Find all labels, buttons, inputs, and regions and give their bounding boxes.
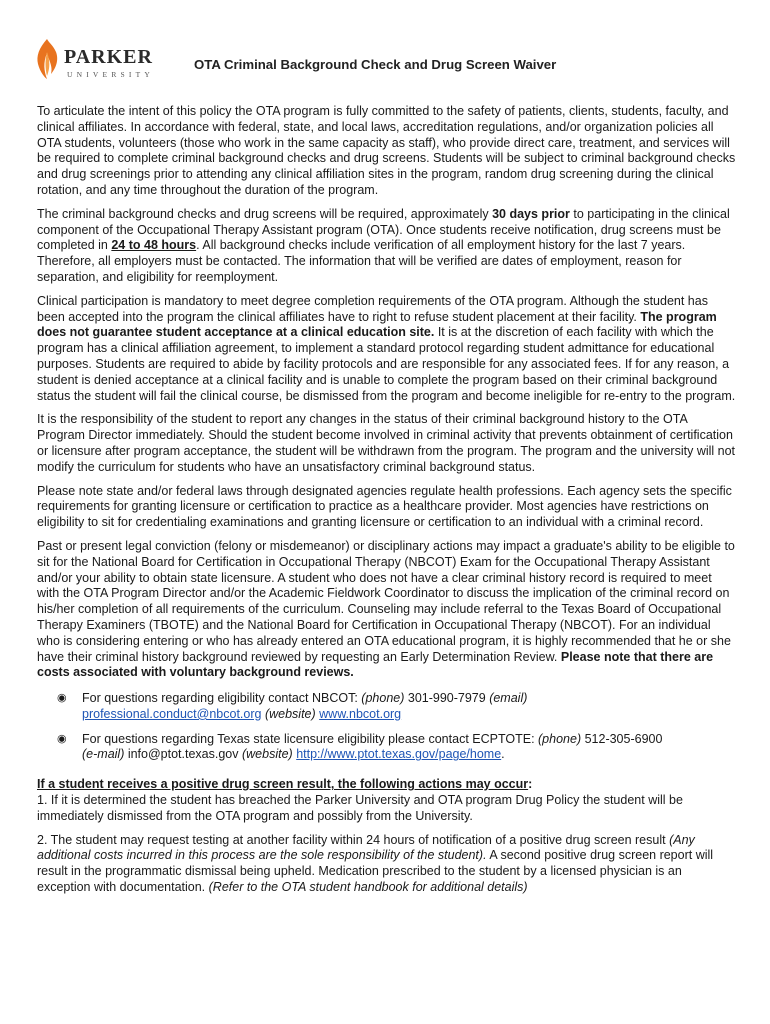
d2-handbook-note: (Refer to the OTA student handbook for additional details): [208, 880, 528, 895]
nbcot-phone-label: (phone): [361, 691, 405, 706]
p6-text-a: Past or present legal conviction (felony or misdemeanor) or disciplinary actions may impact a graduate's ability to be eligible to sit for the National Board for Certification in Occupational Therapy (NBCOT) Exam for the Occupational Therapy Assistant and/or your ability to obtain state licensure. A student who does not have a clear criminal history record is required to meet with the OTA Program Director and/or the Academic Fieldwork Coordinator to discuss the implication of the criminal record on his/her completion of all requirements of the curriculum. Counseling may include referral to the Texas Board of Occupational Therapy Examiners (TBOTE) and the National Board for Certification in Occupational Therapy (NBCOT). For an individual who is considering entering or who has already entered an OTA educational program, it is highly recommended that he or she have their criminal history background reviewed by requesting an Early Determination Review.: [37, 538, 735, 664]
document-body: [37, 104, 737, 904]
contact-list: [37, 691, 737, 763]
drug-heading-colon: :: [528, 777, 533, 792]
parker-university-logo: [34, 34, 162, 84]
document-title: OTA Criminal Background Check and Drug Screen Waiver: [194, 57, 557, 72]
p3-guarantee: The program does not guarantee student acceptance at a clinical education site.: [37, 309, 717, 340]
ecptote-phone-label: (phone): [538, 731, 582, 746]
ecptote-website-link[interactable]: http://www.ptot.texas.gov/page/home: [296, 747, 502, 762]
paragraph-clinical-participation: [37, 294, 737, 405]
p2-30-days: 30 days prior: [492, 206, 570, 221]
nbcot-email-label: (email): [489, 691, 528, 706]
d2-text-c: A second positive drug screen report will result in the programmatic dismissal being upheld. Medication prescribed to the student by a licensed physician is an exception with documentation.: [37, 848, 714, 895]
p2-text-e: . All background checks include verification of all employment history for the last 7 years. Therefore, all employers must be contacted. The information that will be verified are dates of employment, reason for separation, and eligibility for reemployment.: [37, 238, 686, 284]
d2-costs-note: (Any additional costs incurred in this process are the sole responsibility of the student).: [37, 832, 695, 863]
drug-screen-heading: If a student receives a positive drug screen result, the following actions may occur: [37, 777, 529, 792]
drug-action-2: [37, 833, 737, 896]
paragraph-state-laws: Please note state and/or federal laws through designated agencies regulate health professions. Each agency sets the specific requirements for granting licensure or certification to practice as a healthcare provider. Most agencies have restrictions on eligibility to sit for credentialing examinations and granting licensure or certification to an individual with a criminal record.: [37, 483, 732, 530]
drug-screen-section: [37, 777, 737, 793]
nbcot-web-label: (website): [264, 706, 316, 721]
ecptote-email: info@ptot.texas.gov: [124, 747, 242, 762]
bullet-icon: ◉: [57, 732, 67, 745]
paragraph-legal-conviction: [37, 539, 737, 681]
ecptote-web-label: (website): [241, 747, 293, 762]
paragraph-intent: To articulate the intent of this policy the OTA program is fully committed to the safety of patients, clients, students, faculty, and clinical affiliates. In accordance with federal, state, and local laws, accreditation regulations, and/or organization policies all OTA students, volunteers (those who work in the same capacity as staff), who provide direct care, treatment, and services will be required to complete criminal background checks and drug screens. Students will be subject to criminal background checks and drug screenings prior to attending any clinical affiliation sites in the program, random drug screening during the clinical rotation, and any time throughout the duration of the program.: [37, 104, 736, 197]
list-item-ecptote: [37, 732, 737, 764]
flame-icon: [34, 38, 60, 80]
logo-wordmark: PARKER: [64, 46, 153, 68]
nbcot-website-link[interactable]: www.nbcot.org: [319, 706, 402, 721]
p2-text-c: to participating in the clinical component of the Occupational Therapy Assistant program (OTA). Once students receive notification, drug screens must be completed in: [37, 206, 730, 253]
ecptote-lead: For questions regarding Texas state licensure eligibility please contact ECPTOTE:: [82, 731, 539, 746]
bullet-icon: ◉: [57, 692, 67, 705]
nbcot-phone: 301-990-7979: [404, 691, 490, 706]
nbcot-email-link[interactable]: professional.conduct@nbcot.org: [82, 706, 262, 721]
p3-text-c: It is at the discretion of each facility with which the program has a clinical affiliation agreement, to implement a standard protocol regarding student admittance for educational purposes. Students are required to abide by facility protocols and are responsible for any associated fees. If for any reason, a student is denied acceptance at a clinical facility and is unable to complete the program based on their criminal background status the student will fail the clinical course, be dismissed from the program and become ineligible for re-entry to the program.: [37, 325, 736, 403]
paragraph-requirements: [37, 207, 737, 286]
p2-24-48-hours: 24 to 48 hours: [111, 238, 197, 253]
list-item-nbcot: [37, 691, 737, 723]
ecptote-phone: 512-305-6900: [581, 731, 663, 746]
drug-action-1: 1. If it is determined the student has breached the Parker University and OTA program Drug Policy the student will be immediately dismissed from the OTA program and possibly from the University.: [37, 793, 683, 823]
nbcot-lead: For questions regarding eligibility contact NBCOT:: [82, 691, 362, 706]
logo-subtitle: UNIVERSITY: [67, 70, 154, 79]
ecptote-email-label: (e-mail): [82, 747, 125, 762]
d2-text-a: 2. The student may request testing at another facility within 24 hours of notification of a positive drug screen result: [37, 832, 670, 847]
p3-text-a: Clinical participation is mandatory to meet degree completion requirements of the OTA program. Although the student has been accepted into the program the clinical affiliates have to right to refuse student placement at their facility.: [37, 293, 708, 324]
p6-costs-note: Please note that there are costs associated with voluntary background reviews.: [37, 649, 714, 680]
paragraph-responsibility: It is the responsibility of the student to report any changes in the status of their criminal background history to the OTA Program Director immediately. Should the student become involved in criminal activity that prevents obtainment of certification or licensure after program acceptance, the student will be withdrawn from the program. The program and the university will not modify the curriculum for students who have an unsatisfactory criminal background status.: [37, 412, 736, 474]
p2-text-a: The criminal background checks and drug screens will be required, approximately: [37, 206, 493, 221]
ecptote-end: .: [501, 747, 505, 762]
